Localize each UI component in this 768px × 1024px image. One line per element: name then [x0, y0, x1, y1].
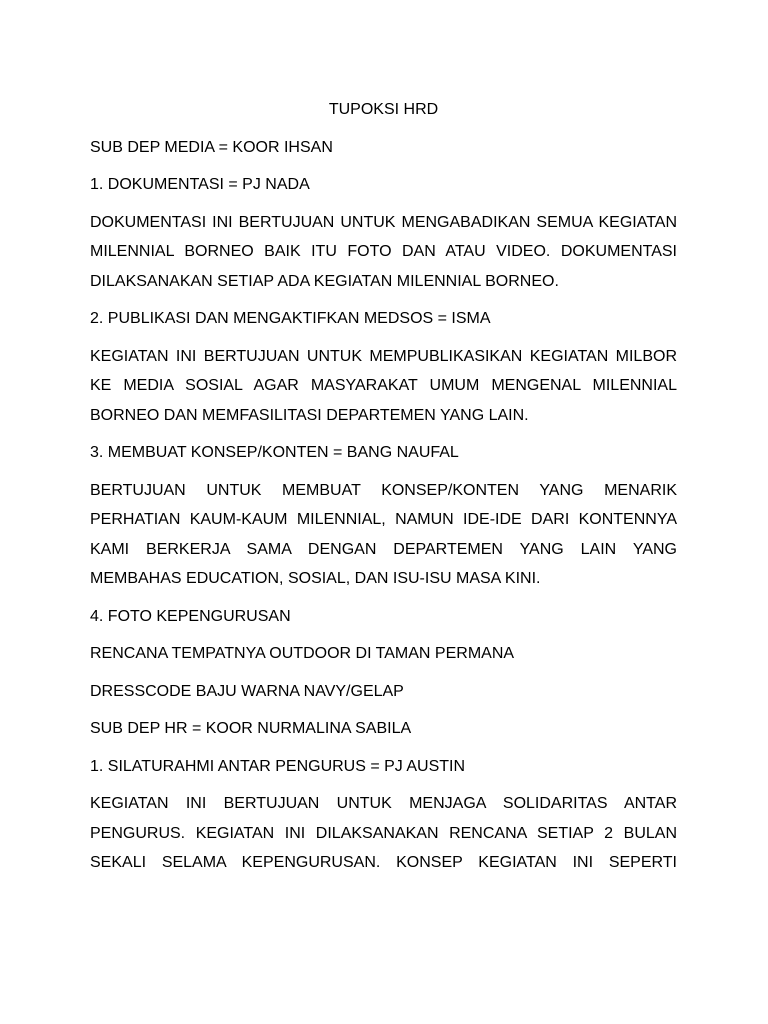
- paragraph-publikasi: KEGIATAN INI BERTUJUAN UNTUK MEMPUBLIKASIKAN KEGIATAN MILBOR KE MEDIA SOSIAL AGAR MASYARAKAT UMUM MENGENAL MILENNIAL BORNEO DAN MEMFASILITASI DEPARTEMEN YANG LAIN.: [90, 347, 677, 424]
- document-page: [90, 95, 677, 886]
- section-heading-hr: SUB DEP HR = KOOR NURMALINA SABILA: [90, 720, 412, 737]
- paragraph-dokumentasi: DOKUMENTASI INI BERTUJUAN UNTUK MENGABADIKAN SEMUA KEGIATAN MILENNIAL BORNEO BAIK ITU FOTO DAN ATAU VIDEO. DOKUMENTASI DILAKSANAKAN SETIAP ADA KEGIATAN MILENNIAL BORNEO.: [90, 213, 677, 290]
- paragraph-silaturahmi: KEGIATAN INI BERTUJUAN UNTUK MENJAGA SOLIDARITAS ANTAR PENGURUS. KEGIATAN INI DILAKSANAKAN RENCANA SETIAP 2 BULAN SEKALI SELAMA KEPENGURUSAN. KONSEP KEGIATAN INI SEPERTI: [90, 795, 677, 871]
- line-rencana-tempat: RENCANA TEMPATNYA OUTDOOR DI TAMAN PERMANA: [90, 645, 515, 662]
- paragraph-konsep: BERTUJUAN UNTUK MEMBUAT KONSEP/KONTEN YANG MENARIK PERHATIAN KAUM-KAUM MILENNIAL, NAMUN IDE-IDE DARI KONTENNYA KAMI BERKERJA SAMA DENGAN DEPARTEMEN YANG LAIN YANG MEMBAHAS EDUCATION, SOSIAL, DAN ISU-ISU MASA KINI.: [90, 481, 677, 587]
- item-heading-foto: 4. FOTO KEPENGURUSAN: [90, 607, 291, 625]
- item-heading-publikasi: 2. PUBLIKASI DAN MENGAKTIFKAN MEDSOS = ISMA: [90, 310, 491, 327]
- section-heading-media: SUB DEP MEDIA = KOOR IHSAN: [90, 138, 333, 156]
- line-dresscode: DRESSCODE BAJU WARNA NAVY/GELAP: [90, 682, 404, 700]
- item-heading-dokumentasi: 1. DOKUMENTASI = PJ NADA: [90, 176, 310, 193]
- item-heading-konsep: 3. MEMBUAT KONSEP/KONTEN = BANG NAUFAL: [90, 444, 459, 461]
- document-title: TUPOKSI HRD: [328, 101, 439, 118]
- item-heading-silaturahmi: 1. SILATURAHMI ANTAR PENGURUS = PJ AUSTIN: [90, 757, 466, 775]
